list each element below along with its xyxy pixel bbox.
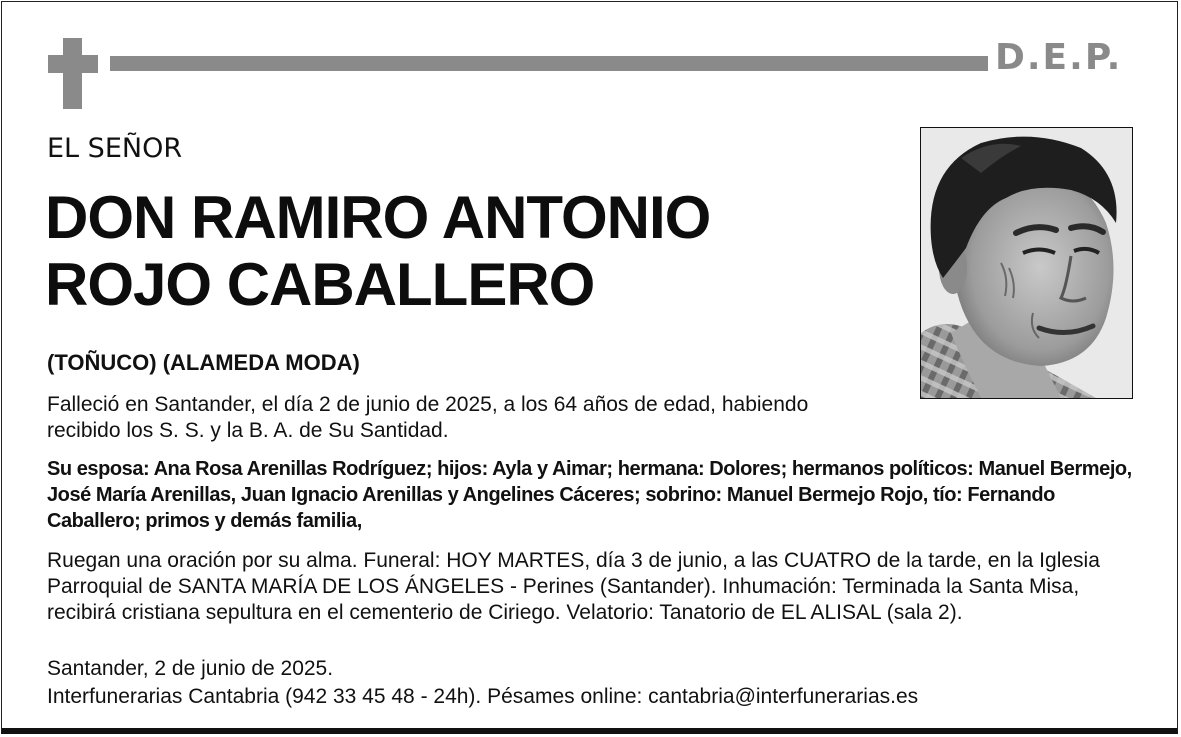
- cross-horizontal-bar: [48, 55, 98, 73]
- deceased-name-line1: DON RAMIRO ANTONIO: [45, 184, 711, 251]
- portrait-illustration: [921, 128, 1132, 398]
- place-date: Santander, 2 de junio de 2025.: [47, 657, 334, 680]
- deceased-name: [45, 184, 905, 318]
- header-rule: [110, 56, 988, 71]
- deceased-name-line2: ROJO CABALLERO: [45, 251, 595, 318]
- cross-vertical-bar: [63, 38, 82, 109]
- portrait-photo: [920, 127, 1133, 399]
- funeral-company-contact: Interfunerarias Cantabria (942 33 45 48 - 24h). Pésames online: cantabria@interfunerarias.es: [47, 685, 919, 708]
- death-notice-intro: Falleció en Santander, el día 2 de junio de 2025, a los 64 años de edad, habiendo recibido los S. S. y la B. A. de Su Santidad.: [47, 393, 809, 442]
- nicknames: (TOÑUCO) (ALAMEDA MODA): [47, 350, 360, 375]
- family-list: Su esposa: Ana Rosa Arenillas Rodríguez; hijos: Ayla y Aimar; hermana: Dolores; hermanos políticos: Manuel Bermejo, José María Arenillas, Juan Ignacio Arenillas y Angelines Cáceres; sobrino: Manuel Bermejo Rojo, tío: Fernando Caballero; primos y demás familia,: [47, 458, 1132, 532]
- dep-label: D.E.P.: [995, 37, 1123, 78]
- honorific: EL SEÑOR: [47, 133, 183, 164]
- funeral-details: Ruegan una oración por su alma. Funeral: HOY MARTES, día 3 de junio, a las CUATRO de la tarde, en la Iglesia Parroquial de SANTA MARÍA DE LOS ÁNGELES - Perines (Santander). Inhumación: Terminada la Santa Misa, recibirá cristiana sepultura en el cementerio de Ciriego. Velatorio: Tanatorio de EL ALISAL (sala 2).: [47, 549, 1100, 624]
